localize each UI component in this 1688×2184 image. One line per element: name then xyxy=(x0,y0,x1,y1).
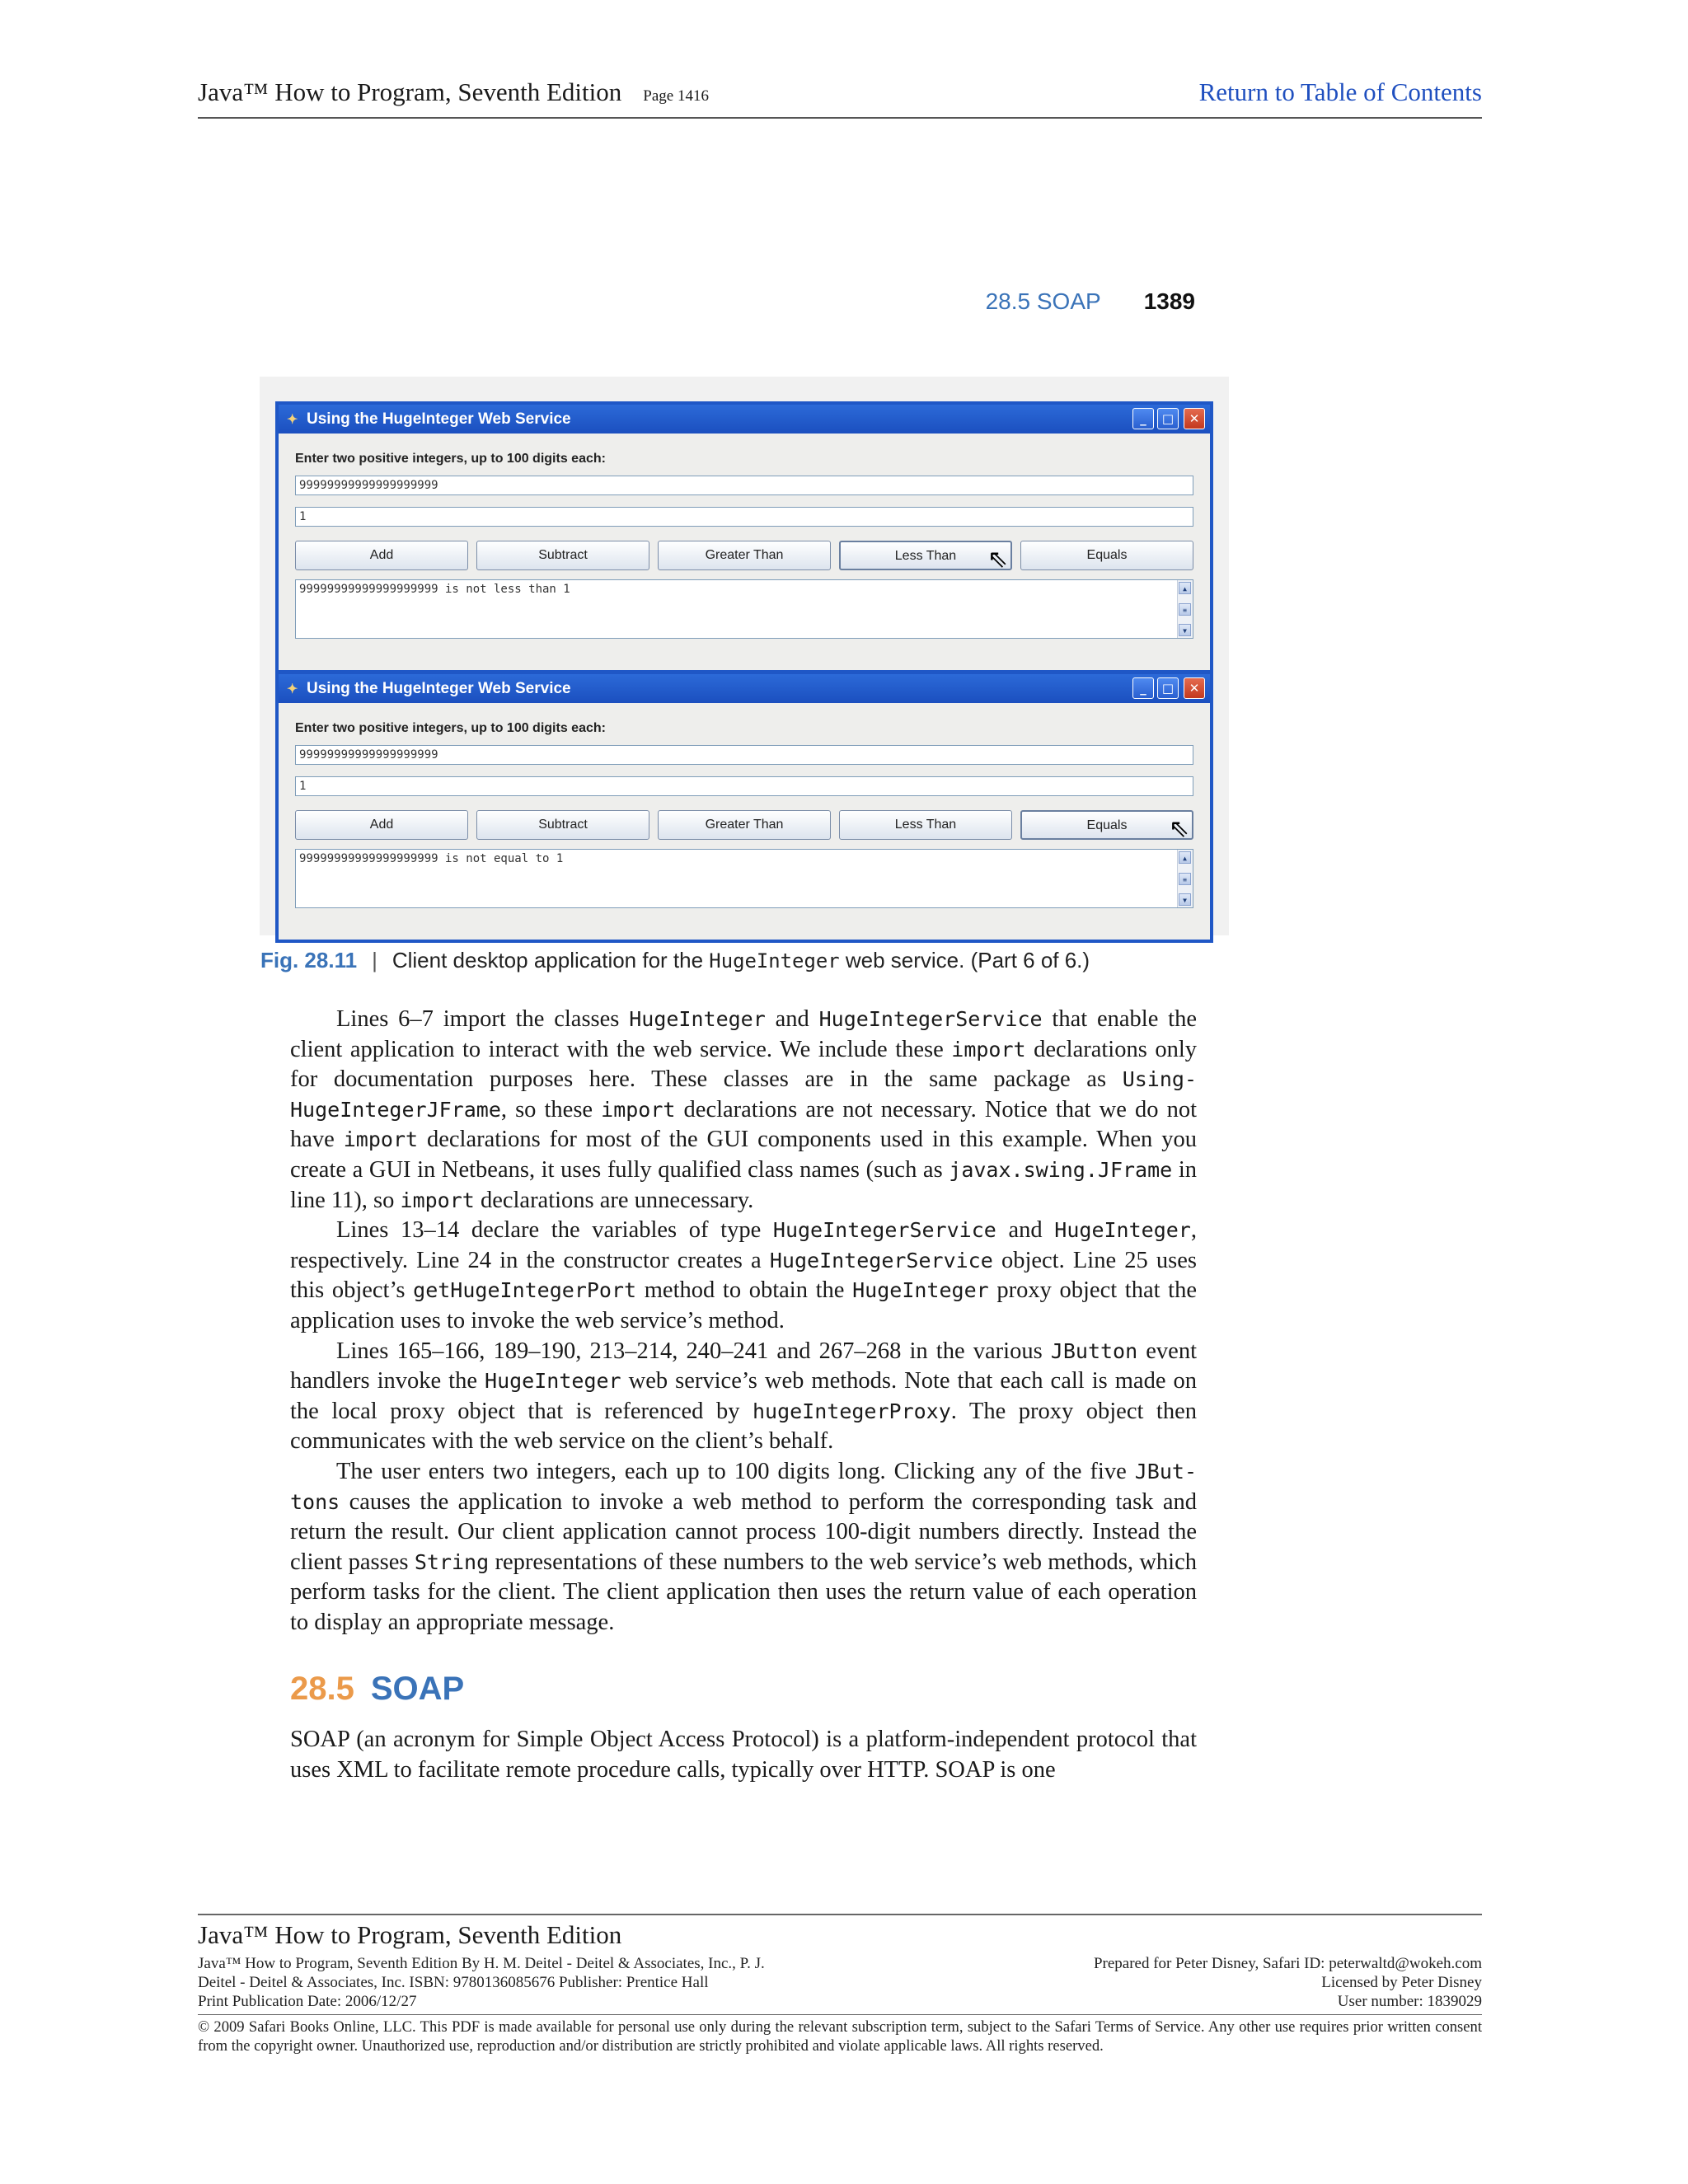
figure-caption xyxy=(260,948,1090,973)
result-text: 99999999999999999999 is not equal to 1 xyxy=(299,852,564,865)
footer-line-1-left: Java™ How to Program, Seventh Edition By H. M. Deitel - Deitel & Associates, Inc., P. J. xyxy=(198,1955,765,1972)
soap-paragraph xyxy=(290,1725,1197,1785)
subtract-button[interactable]: Subtract xyxy=(476,541,649,570)
code: import xyxy=(400,1188,475,1212)
page-label: Page 1416 xyxy=(643,87,709,105)
paragraph-2 xyxy=(290,1216,1197,1336)
mouse-pointer-icon: ⇖ xyxy=(1169,814,1190,843)
text: declarations only for documentation purposes here. These classes are in the same package as xyxy=(290,1036,1197,1093)
text: Lines 13–14 declare the variables of type xyxy=(336,1217,773,1244)
subtract-button[interactable]: Subtract xyxy=(476,810,649,840)
input-prompt: Enter two positive integers, up to 100 digits each: xyxy=(295,452,606,466)
code: HugeIntegerService xyxy=(818,1007,1043,1031)
window-title: Using the HugeInteger Web Service xyxy=(307,680,571,697)
mouse-pointer-icon: ⇖ xyxy=(987,545,1009,574)
text: that enable the client application to interact with the web service. We include these xyxy=(290,1006,1197,1062)
text: object. Line 25 uses this object’s xyxy=(290,1247,1197,1304)
code: HugeInteger xyxy=(852,1278,989,1303)
second-integer-input[interactable]: 1 xyxy=(295,507,1193,527)
equals-button[interactable]: Equals xyxy=(1020,810,1193,840)
app-window-1 xyxy=(275,401,1213,673)
text: The user enters two integers, each up to 100 digits long. Clicking any of the five xyxy=(336,1458,1135,1484)
return-to-toc-link[interactable]: Return to Table of Contents xyxy=(1198,77,1482,106)
window-titlebar xyxy=(279,405,1210,434)
code: getHugeIntegerPort xyxy=(413,1278,637,1303)
operation-button-row xyxy=(295,810,1193,840)
text: , respectively. Line 24 in the constructor creates a xyxy=(290,1217,1197,1273)
paragraph-4 xyxy=(290,1457,1197,1638)
maximize-icon[interactable]: □ xyxy=(1157,408,1179,429)
text: web service’s web methods. Note that each call is made on the local proxy object that is referenced by xyxy=(290,1368,1197,1424)
text: method to obtain the xyxy=(636,1277,853,1304)
caption-code: HugeInteger xyxy=(709,949,840,972)
add-button[interactable]: Add xyxy=(295,810,468,840)
close-icon[interactable]: ✕ xyxy=(1184,677,1205,699)
section-number: 28.5 xyxy=(290,1671,354,1707)
footer-title: Java™ How to Program, Seventh Edition xyxy=(198,1920,622,1949)
running-head-page-number: 1389 xyxy=(1143,288,1195,314)
code: hugeIntegerProxy xyxy=(752,1399,951,1423)
code: HugeIntegerService xyxy=(772,1218,996,1243)
first-integer-input[interactable]: 99999999999999999999 xyxy=(295,745,1193,765)
text: . The proxy object then communicates with the web service on the client’s behalf. xyxy=(290,1398,1197,1455)
text: and xyxy=(765,1006,819,1032)
scroll-down-icon[interactable]: ▼ xyxy=(1179,893,1191,906)
running-head xyxy=(849,288,1195,315)
section-name: SOAP xyxy=(370,1671,465,1707)
code: HugeIntegerService xyxy=(769,1248,993,1272)
running-head-section: 28.5 SOAP xyxy=(985,288,1101,314)
soap-paragraph-text: SOAP (an acronym for Simple Object Access Protocol) is a platform-independent protocol that uses XML to facilitate remote procedure calls, typically over HTTP. SOAP is one xyxy=(290,1727,1197,1783)
result-output-area xyxy=(295,849,1193,908)
code: import xyxy=(343,1127,419,1152)
paragraph-3 xyxy=(290,1337,1197,1457)
footer-line-3-left: Print Publication Date: 2006/12/27 xyxy=(198,1993,417,2010)
result-text: 99999999999999999999 is not less than 1 xyxy=(299,583,570,596)
text: Lines 6–7 import the classes xyxy=(336,1006,630,1032)
scroll-thumb[interactable]: ≡ xyxy=(1179,603,1191,616)
text: in line 11), so xyxy=(290,1156,1197,1213)
footer-line-2-left: Deitel - Deitel & Associates, Inc. ISBN: 9780136085676 Publisher: Prentice Hall xyxy=(198,1974,709,1991)
caption-separator: | xyxy=(372,948,377,972)
footer-line-2-right: Licensed by Peter Disney xyxy=(1321,1974,1482,1991)
text: declarations for most of the GUI components used in this example. When you create a GUI in Netbeans, it uses fully qualified class names (such as xyxy=(290,1127,1197,1183)
figure-label: Fig. 28.11 xyxy=(260,948,358,972)
code: HugeInteger xyxy=(629,1007,766,1031)
java-cup-icon: ✦ xyxy=(287,682,298,696)
book-title-text: Java™ How to Program, Seventh Edition xyxy=(198,77,622,106)
scroll-up-icon[interactable]: ▲ xyxy=(1179,582,1191,594)
paragraph-1 xyxy=(290,1005,1197,1216)
code: import xyxy=(951,1037,1026,1062)
caption-text-pre: Client desktop application for the xyxy=(392,948,710,972)
operation-button-row xyxy=(295,541,1193,570)
page-footer xyxy=(198,1914,1482,2055)
scroll-up-icon[interactable]: ▲ xyxy=(1179,851,1191,864)
section-heading xyxy=(290,1671,464,1708)
text: proxy object that the application uses to invoke the web service’s method. xyxy=(290,1277,1198,1333)
code: import xyxy=(601,1097,676,1122)
code: JButton xyxy=(1050,1338,1138,1363)
vertical-scrollbar[interactable] xyxy=(1177,850,1193,907)
result-output-area xyxy=(295,579,1193,639)
text: declarations are unnecessary. xyxy=(474,1187,754,1213)
copyright-notice: © 2009 Safari Books Online, LLC. This PDF is made available for personal use only during the relevant subscription term, subject to the Safari Terms of Service. Any other use requires prior written consent from the copyright owner. Unauthorized use, reproduction and/or distribution are strictly prohibited and violate applicable laws. All rights reserved. xyxy=(198,2014,1482,2055)
caption-text-post: web service. (Part 6 of 6.) xyxy=(839,948,1090,972)
code: javax.swing.JFrame xyxy=(949,1157,1173,1182)
body-text xyxy=(290,1005,1197,1638)
scroll-down-icon[interactable]: ▼ xyxy=(1179,624,1191,636)
code: Using-HugeIntegerJFrame xyxy=(290,1067,1197,1122)
text: Lines 165–166, 189–190, 213–214, 240–241 and 267–268 in the various xyxy=(336,1338,1051,1364)
text: and xyxy=(996,1217,1055,1244)
less-than-button[interactable]: Less Than xyxy=(839,541,1012,570)
java-cup-icon: ✦ xyxy=(287,413,298,427)
input-prompt: Enter two positive integers, up to 100 digits each: xyxy=(295,721,606,735)
code: JBut-tons xyxy=(290,1459,1197,1514)
equals-button[interactable]: Equals xyxy=(1020,541,1193,570)
text: event handlers invoke the xyxy=(290,1338,1198,1394)
minimize-icon[interactable]: _ xyxy=(1132,408,1154,429)
first-integer-input[interactable]: 99999999999999999999 xyxy=(295,476,1193,495)
code: HugeInteger xyxy=(1054,1218,1191,1243)
second-integer-input[interactable]: 1 xyxy=(295,776,1193,796)
window-titlebar xyxy=(279,674,1210,703)
page-header xyxy=(198,76,1482,119)
code: HugeInteger xyxy=(485,1369,621,1394)
greater-than-button[interactable]: Greater Than xyxy=(658,810,831,840)
text: declarations are not necessary. Notice that we do not have xyxy=(290,1096,1197,1153)
footer-line-3-right: User number: 1839029 xyxy=(1337,1993,1482,2010)
text: , so these xyxy=(500,1096,602,1122)
add-button[interactable]: Add xyxy=(295,541,468,570)
scroll-thumb[interactable]: ≡ xyxy=(1179,873,1191,885)
header-book-title xyxy=(198,77,709,107)
window-title: Using the HugeInteger Web Service xyxy=(307,410,571,428)
footer-line-1-right: Prepared for Peter Disney, Safari ID: peterwaltd@wokeh.com xyxy=(1093,1955,1482,1972)
maximize-icon[interactable]: □ xyxy=(1157,677,1179,699)
greater-than-button[interactable]: Greater Than xyxy=(658,541,831,570)
close-icon[interactable]: ✕ xyxy=(1184,408,1205,429)
code: String xyxy=(414,1549,490,1574)
text: causes the application to invoke a web method to perform the corresponding task and return the result. Our client application cannot process 100-digit numbers directly. Instead the client passes xyxy=(290,1488,1197,1575)
vertical-scrollbar[interactable] xyxy=(1177,580,1193,638)
minimize-icon[interactable]: _ xyxy=(1132,677,1154,699)
text: representations of these numbers to the web service’s web methods, which perform tasks for the client. The client application then uses the return value of each operation to display an appropriate message. xyxy=(290,1549,1197,1635)
less-than-button[interactable]: Less Than xyxy=(839,810,1012,840)
app-window-2 xyxy=(275,671,1213,943)
